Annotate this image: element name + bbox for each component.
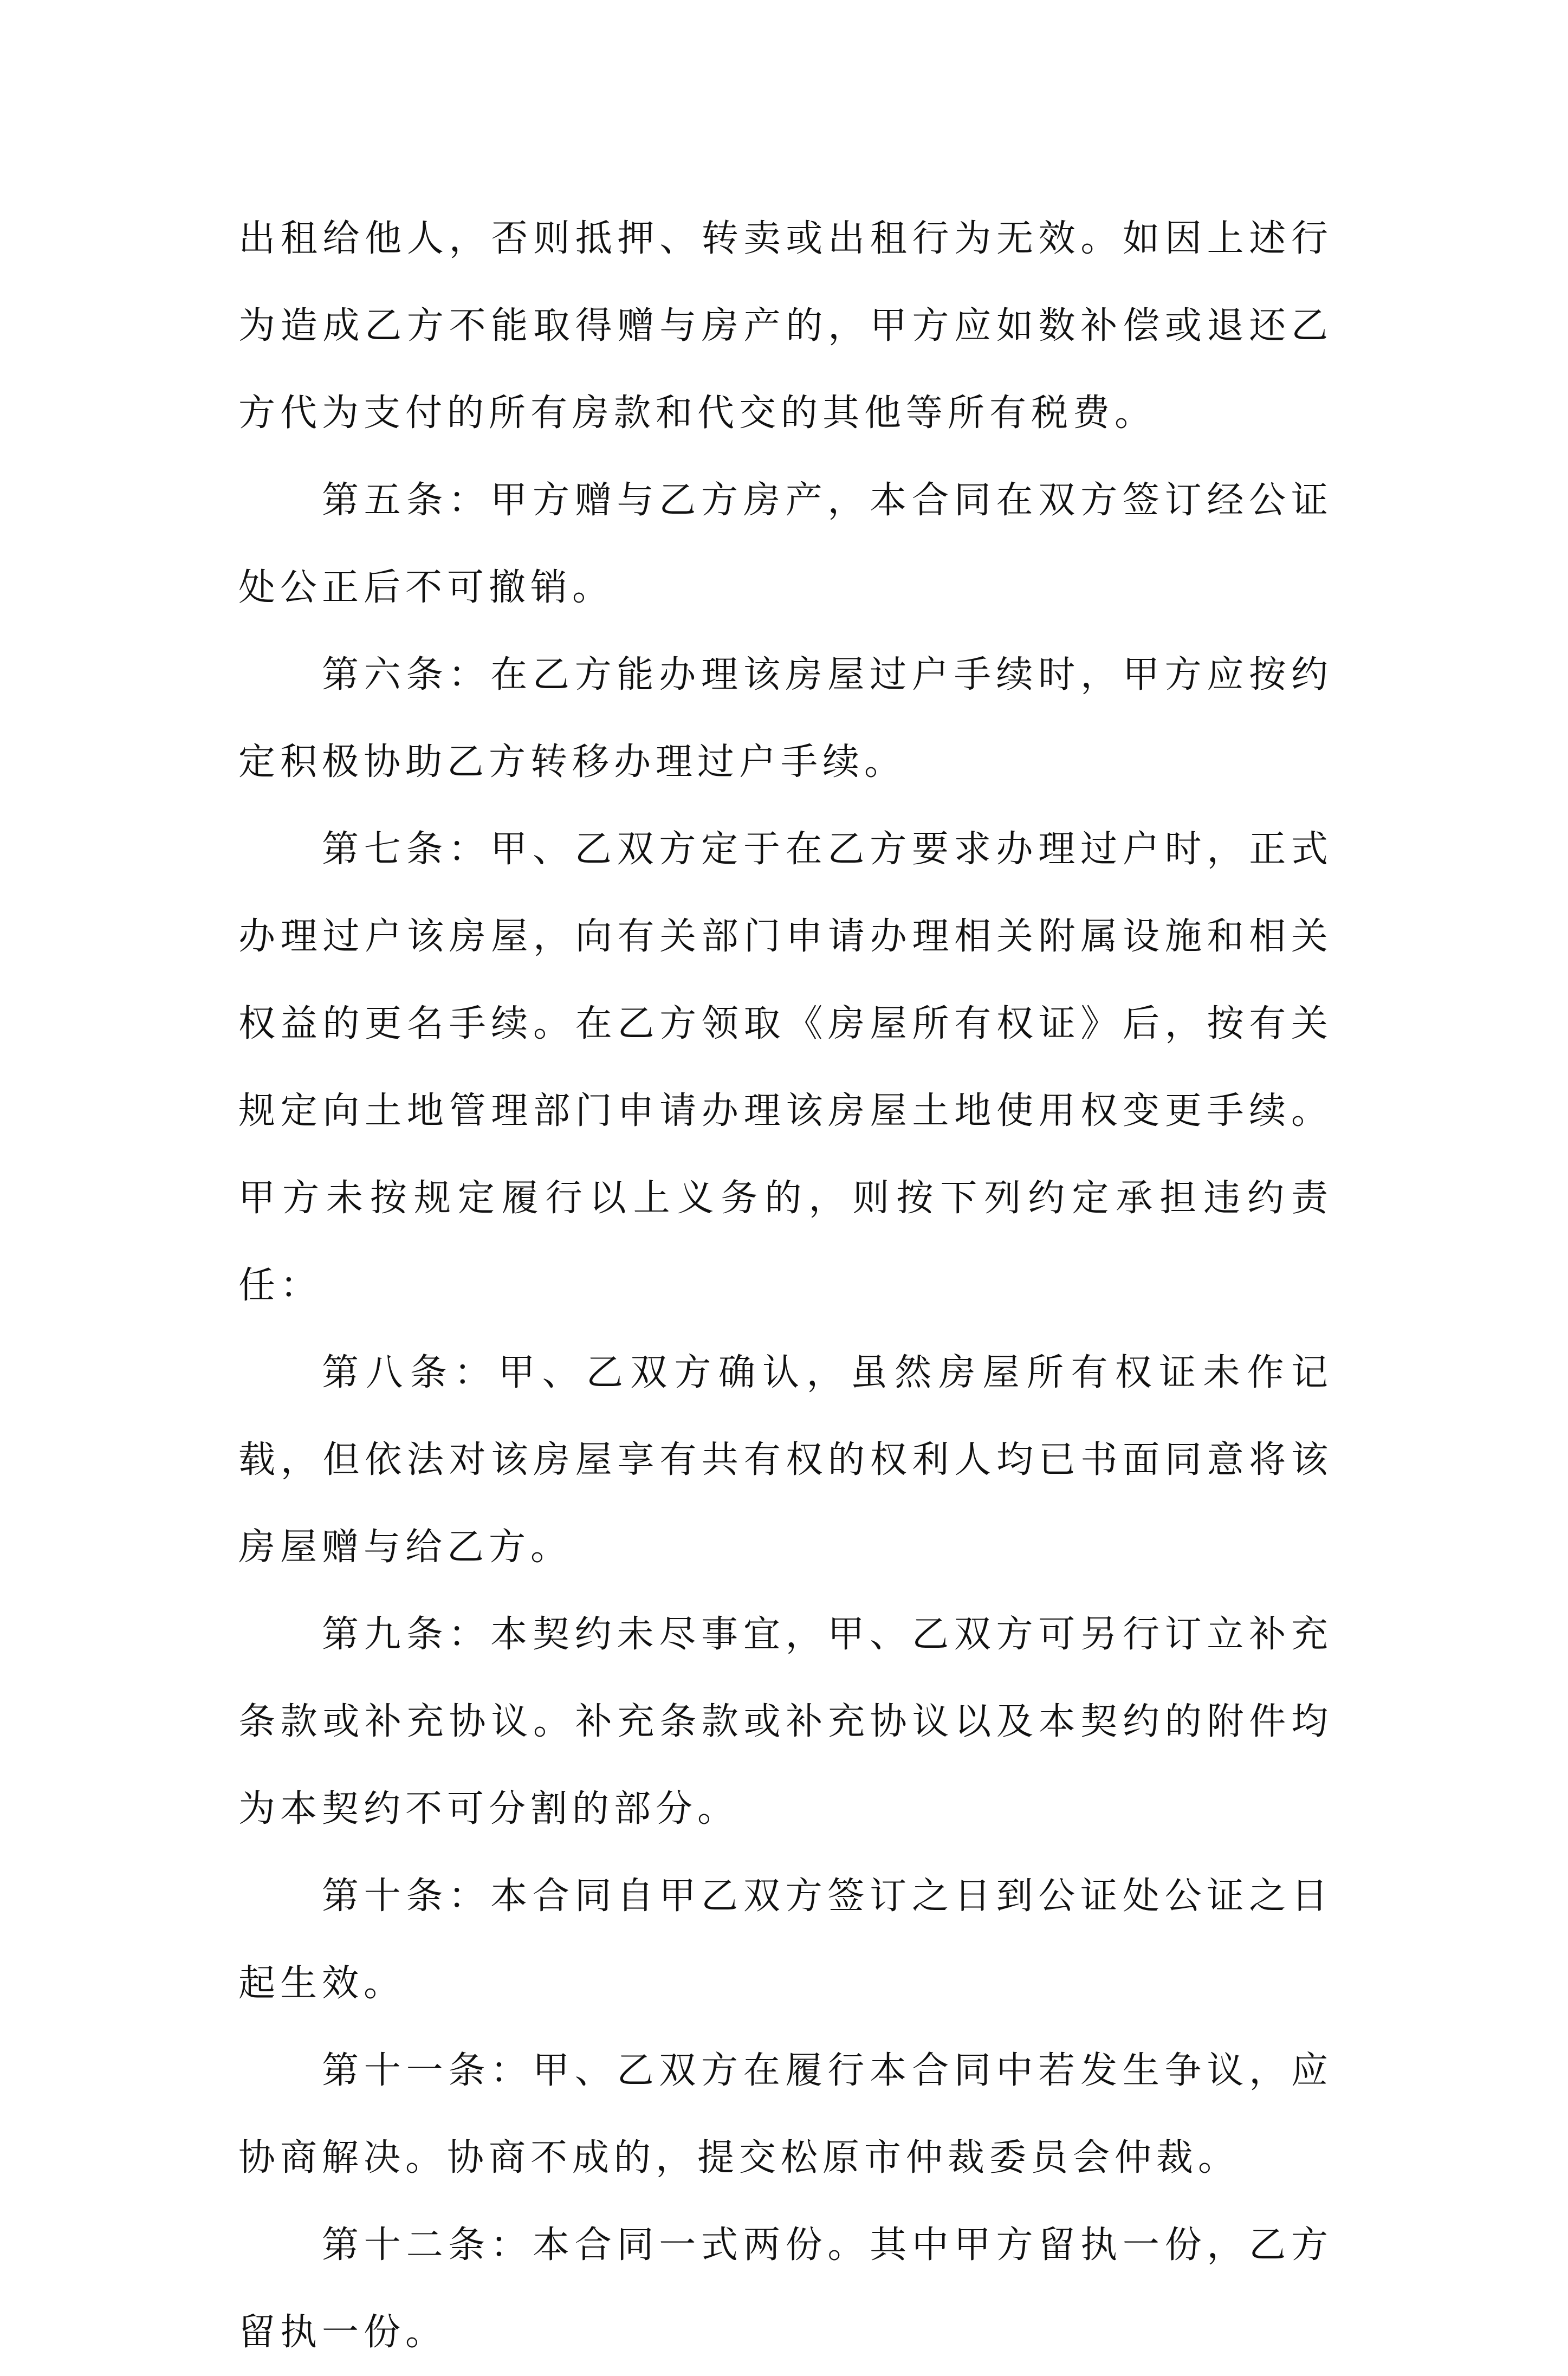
document-body <box>238 195 1333 2376</box>
article-7-paragraph: 第七条：甲、乙双方定于在乙方要求办理过户时，正式办理过户该房屋，向有关部门申请办理相关附属设施和相关权益的更名手续。在乙方领取《房屋所有权证》后，按有关规定向土地管理部门申请办理该房屋土地使用权变更手续。甲方未按规定履行以上义务的，则按下列约定承担违约责任： <box>238 828 1333 1307</box>
article-10-paragraph: 第十条：本合同自甲乙双方签订之日到公证处公证之日起生效。 <box>238 1875 1333 2005</box>
article-11-paragraph: 第十一条：甲、乙双方在履行本合同中若发生争议，应协商解决。协商不成的，提交松原市仲裁委员会仲裁。 <box>238 2049 1333 2179</box>
paragraph-continuation: 出租给他人，否则抵押、转卖或出租行为无效。如因上述行为造成乙方不能取得赠与房产的，甲方应如数补偿或退还乙方代为支付的所有房款和代交的其他等所有税费。 <box>238 217 1333 435</box>
article-9-paragraph: 第九条：本契约未尽事宜，甲、乙双方可另行订立补充条款或补充协议。补充条款或补充协议以及本契约的附件均为本契约不可分割的部分。 <box>238 1613 1333 1830</box>
article-12-paragraph: 第十二条：本合同一式两份。其中甲方留执一份，乙方留执一份。 <box>238 2224 1333 2354</box>
article-8-paragraph: 第八条：甲、乙双方确认，虽然房屋所有权证未作记载，但依法对该房屋享有共有权的权利人均已书面同意将该房屋赠与给乙方。 <box>238 1351 1333 1569</box>
article-6-paragraph: 第六条：在乙方能办理该房屋过户手续时，甲方应按约定积极协助乙方转移办理过户手续。 <box>238 653 1333 784</box>
article-5-paragraph: 第五条：甲方赠与乙方房产，本合同在双方签订经公证处公正后不可撤销。 <box>238 479 1333 609</box>
